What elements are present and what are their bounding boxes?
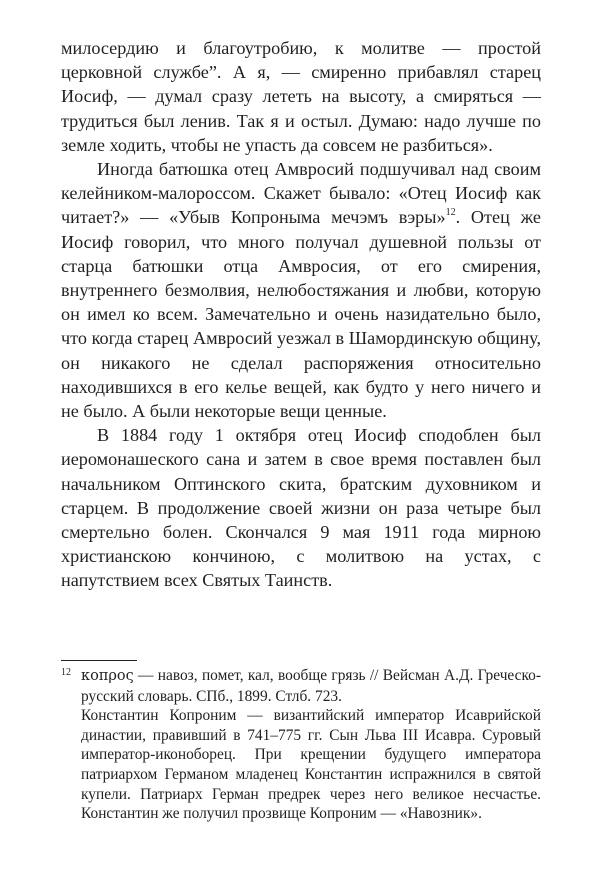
paragraph bbox=[61, 36, 541, 157]
paragraph bbox=[61, 157, 541, 423]
main-text bbox=[61, 36, 541, 593]
text-run: В 1884 году 1 октября отец Иосиф сподоблен был иеромонашеского сана и затем в свое время поставлен был начальником Оптинского скита, братским духовником и старцем. В продолжение своей жизни он раза четыре был смертельно болен. Скончался 9 мая 1911 года мирною христианскою кончиною, с молитвою на устах, с напутствием всех Святых Таинств. bbox=[61, 425, 541, 591]
page-body bbox=[61, 36, 541, 593]
footnote-text: Константин Копроним — византийский император Исаврийской династии, правивший в 741–775 гг. Сын Льва III Исавра. Суровый император-иконоборец. При крещении будущего императора патриархом Германом младенец Константин испражнился в святой купели. Патриарх Герман предрек через него великое несчастье. Константин же получил прозвище Копроним — «Навозник». bbox=[81, 707, 541, 823]
footnote-marker: 12 bbox=[61, 667, 71, 678]
footnote-12 bbox=[61, 666, 541, 706]
footnote-continuation bbox=[61, 706, 541, 824]
text-run: милосердию и благоутробию, к молитве — простой церковной службе”. А я, — смиренно прибавлял старец Иосиф, — думал сразу лететь на высоту, а смиряться — трудиться был ленив. Так я и остыл. Думаю: надо лучше по земле ходить, чтобы не упасть да совсем не разбиться». bbox=[61, 38, 541, 155]
text-run: Иногда батюшка отец Амвросий подшучивал над своим келейником-малороссом. Скажет бывало: «Отец Иосиф как читает?» — «Убыв Копроныма мечэмъ вэры» bbox=[61, 159, 541, 228]
footnote-divider bbox=[61, 660, 137, 661]
footnote-reference: 12 bbox=[445, 207, 456, 219]
footnote-text: — навоз, помет, кал, вообще грязь // Вейсман А.Д. Греческо-русский словарь. СПб., 1899. Стлб. 723. bbox=[81, 667, 541, 705]
greek-word: κοπρος bbox=[81, 668, 134, 684]
paragraph bbox=[61, 423, 541, 592]
footnotes bbox=[61, 666, 541, 824]
text-run: . Отец же Иосиф говорил, что много получал душевной пользы от старца батюшки отца Амвросия, от его смирения, внутреннего безмолвия, нелюбостяжания и любви, которую он имел ко всем. Замечательно и очень назидательно было, что когда старец Амвросий уезжал в Шамординскую общину, он никакого не сделал распоряжения относительно находившихся в его келье вещей, как будто у него ничего и не было. А были некоторые вещи ценные. bbox=[61, 207, 541, 422]
